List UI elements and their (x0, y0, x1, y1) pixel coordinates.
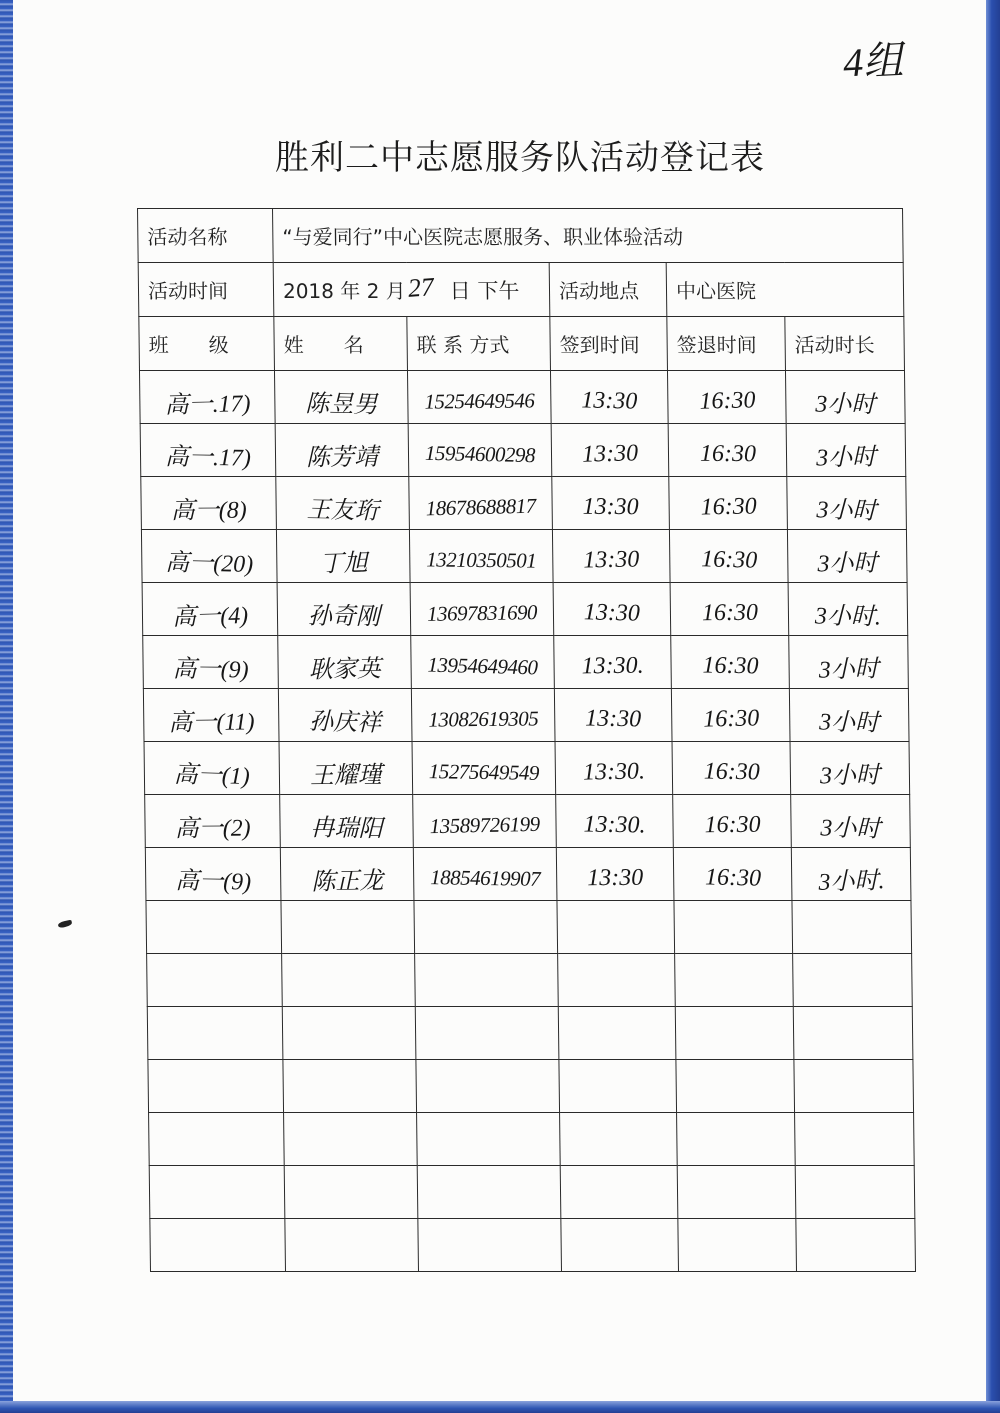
volunteer-rows (139, 371, 911, 901)
sign-out-cell-text: 16:30 (701, 652, 759, 679)
empty-cell (148, 1060, 284, 1113)
duration-cell (787, 477, 907, 530)
duration-cell-text: 3小时. (817, 867, 885, 896)
name-cell (276, 477, 410, 530)
empty-cell (561, 1219, 679, 1272)
activity-location-label: 活动地点 (549, 263, 667, 317)
blank-row (147, 1007, 913, 1060)
phone-cell-text: 13589726199 (429, 811, 540, 838)
sign-in-cell-text: 13:30. (581, 652, 644, 679)
class-cell (143, 636, 279, 689)
sign-out-cell-text: 16:30 (702, 704, 760, 733)
empty-cell (146, 901, 282, 954)
empty-cell (675, 1007, 794, 1060)
sign-in-cell-text: 13:30 (581, 439, 639, 468)
name-cell-text: 陈昱男 (305, 390, 378, 419)
table-row (143, 689, 909, 742)
table-row (145, 848, 911, 901)
duration-cell-text: 3小时 (818, 655, 880, 684)
sign-in-cell-text: 13:30 (586, 864, 644, 891)
phone-cell (412, 742, 556, 795)
duration-cell (790, 742, 910, 795)
date-prefix: 2018 年 2 月 (282, 278, 406, 303)
activity-name-value: “与爱同行”中心医院志愿服务、职业体验活动 (273, 209, 904, 263)
activity-time-label: 活动时间 (138, 263, 274, 317)
table-row (145, 795, 911, 848)
empty-cell (559, 1060, 677, 1113)
empty-cell (418, 1219, 562, 1272)
blank-row (147, 954, 913, 1007)
sign-out-cell (669, 530, 788, 583)
class-cell-text: 高一(4) (171, 602, 249, 631)
empty-cell (284, 1113, 418, 1166)
name-cell (278, 636, 412, 689)
empty-cell (560, 1113, 678, 1166)
empty-cell (417, 1166, 561, 1219)
empty-cell (285, 1219, 419, 1272)
table-row (139, 371, 905, 424)
col-name-header: 姓 名 (274, 317, 408, 371)
sign-out-cell (671, 636, 790, 689)
name-cell (276, 530, 410, 583)
col-sign-out-header: 签退时间 (667, 317, 786, 371)
activity-date-cell (273, 263, 550, 317)
sign-in-cell-text: 13:30 (581, 386, 638, 415)
empty-cell (795, 1113, 915, 1166)
sign-out-cell-text: 16:30 (703, 758, 760, 785)
class-cell-text: 高一(20) (165, 549, 254, 578)
sign-out-cell-text: 16:30 (698, 386, 756, 415)
name-cell (279, 742, 413, 795)
duration-cell-text: 3小时 (819, 709, 880, 736)
sign-in-cell (552, 477, 670, 530)
empty-cell (282, 954, 416, 1007)
name-cell (278, 689, 412, 742)
class-cell-text: 高一(8) (170, 497, 248, 524)
duration-cell-text: 3小时 (816, 496, 877, 525)
empty-cell (675, 954, 794, 1007)
sign-out-cell-text: 16:30 (704, 863, 761, 892)
phone-cell (407, 371, 551, 424)
empty-cell (676, 1060, 795, 1113)
table-row (141, 530, 907, 583)
empty-cell (147, 1007, 283, 1060)
empty-cell (415, 1007, 559, 1060)
class-cell-text: 高一(9) (175, 867, 252, 896)
blank-row (150, 1219, 916, 1272)
sign-in-cell (554, 636, 672, 689)
empty-cell (284, 1166, 418, 1219)
sign-in-cell (553, 583, 671, 636)
table-row (143, 636, 909, 689)
class-cell-text: 高一(11) (167, 708, 255, 737)
table-row (144, 742, 910, 795)
sign-out-cell (671, 689, 790, 742)
sign-in-cell (550, 371, 668, 424)
phone-cell-text: 15254649546 (424, 387, 535, 414)
duration-cell (785, 371, 905, 424)
phone-cell-text: 15954600298 (424, 440, 536, 467)
class-cell (143, 689, 279, 742)
blank-row (149, 1113, 915, 1166)
name-cell-text: 王耀瑾 (309, 762, 383, 789)
duration-cell (789, 636, 909, 689)
name-cell-text: 陈芳靖 (305, 444, 379, 471)
empty-cell (149, 1166, 285, 1219)
name-cell-text: 冉瑞阳 (310, 814, 383, 843)
sign-out-cell (669, 477, 788, 530)
class-cell (145, 795, 281, 848)
date-day: 27 (406, 271, 435, 303)
empty-cell (414, 901, 558, 954)
sign-out-cell-text: 16:30 (700, 545, 757, 574)
sign-in-cell-text: 13:30. (582, 757, 646, 786)
phone-cell-text: 13082619305 (428, 705, 539, 732)
name-cell (274, 371, 408, 424)
blank-row (146, 901, 912, 954)
col-sign-in-header: 签到时间 (550, 317, 668, 371)
table-row (140, 424, 906, 477)
sign-in-cell (556, 795, 674, 848)
blank-row (148, 1060, 914, 1113)
empty-cell (557, 901, 675, 954)
registration-table (137, 208, 916, 1272)
class-cell-text: 高一(1) (173, 761, 250, 790)
empty-cell (793, 1007, 913, 1060)
class-cell (142, 583, 278, 636)
phone-cell (411, 689, 555, 742)
empty-cell (677, 1166, 796, 1219)
name-cell (280, 795, 414, 848)
group-label: 4组 (842, 37, 905, 86)
empty-cell (283, 1060, 417, 1113)
name-cell-text: 孙奇刚 (307, 603, 380, 630)
class-cell (139, 371, 275, 424)
phone-cell-text: 18854619907 (430, 864, 541, 891)
name-cell-text: 丁旭 (319, 549, 369, 578)
empty-cell (560, 1166, 678, 1219)
sign-out-cell-text: 16:30 (701, 599, 758, 626)
scan-edge-left (0, 0, 13, 1413)
phone-cell-text: 18678688817 (425, 493, 537, 520)
phone-cell (408, 424, 552, 477)
phone-cell (409, 530, 553, 583)
class-cell (140, 424, 276, 477)
sign-in-cell-text: 13:30 (582, 546, 640, 573)
sign-in-cell (555, 742, 673, 795)
phone-cell (413, 795, 557, 848)
duration-cell-text: 3小时 (817, 550, 878, 577)
blank-rows (146, 901, 916, 1272)
duration-cell-text: 3小时 (815, 444, 877, 471)
sign-out-cell-text: 16:30 (703, 811, 761, 838)
sign-in-cell (556, 848, 674, 901)
name-cell-text: 耿家英 (308, 655, 382, 684)
col-contact-header: 联 系 方式 (407, 317, 551, 371)
sign-out-cell-text: 16:30 (699, 440, 756, 467)
empty-cell (417, 1113, 561, 1166)
phone-cell (410, 583, 554, 636)
sign-in-cell-text: 13:30. (583, 811, 646, 838)
empty-cell (558, 954, 676, 1007)
empty-cell (678, 1219, 797, 1272)
duration-cell (786, 424, 906, 477)
name-cell-text: 孙庆祥 (308, 708, 382, 737)
empty-cell (795, 1166, 915, 1219)
class-cell-text: 高一.17) (164, 443, 251, 472)
phone-cell (413, 848, 557, 901)
duration-cell (791, 795, 911, 848)
phone-cell (409, 477, 553, 530)
duration-cell-text: 3小时 (820, 814, 881, 843)
empty-cell (794, 1060, 914, 1113)
form-title: 胜利二中志愿服务队活动登记表 (275, 138, 765, 178)
class-cell (145, 848, 281, 901)
name-cell (275, 424, 409, 477)
class-cell (141, 477, 277, 530)
sign-out-cell (673, 795, 792, 848)
sign-out-cell (673, 848, 792, 901)
duration-cell (789, 689, 909, 742)
scan-edge-bottom (0, 1401, 1000, 1413)
sign-in-cell-text: 13:30 (585, 705, 642, 732)
duration-cell (787, 530, 907, 583)
sign-out-cell (670, 583, 789, 636)
empty-cell (150, 1219, 286, 1272)
table-row (142, 583, 908, 636)
sign-out-cell-text: 16:30 (699, 493, 757, 520)
activity-name-row (138, 209, 904, 263)
class-cell-text: 高一(9) (172, 656, 249, 683)
empty-cell (282, 1007, 416, 1060)
sign-out-cell (672, 742, 791, 795)
name-cell (280, 848, 414, 901)
ink-mark (58, 920, 73, 929)
sign-in-cell-text: 13:30 (583, 598, 641, 627)
activity-name-label: 活动名称 (138, 209, 274, 263)
duration-cell-text: 3小时. (814, 602, 881, 631)
class-cell-text: 高一.17) (164, 390, 251, 419)
sign-in-cell (551, 424, 669, 477)
duration-cell-text: 3小时 (815, 391, 876, 418)
empty-cell (281, 901, 415, 954)
col-duration-header: 活动时长 (785, 317, 905, 371)
sign-in-cell-text: 13:30 (582, 493, 639, 520)
empty-cell (558, 1007, 676, 1060)
date-suffix: 日 下午 (449, 278, 520, 303)
name-cell (277, 583, 411, 636)
empty-cell (793, 954, 913, 1007)
activity-location-value: 中心医院 (666, 263, 904, 317)
scan-edge-right (986, 0, 1000, 1413)
blank-row (149, 1166, 915, 1219)
class-cell-text: 高一(2) (174, 815, 251, 842)
empty-cell (796, 1219, 916, 1272)
sign-in-cell (552, 530, 670, 583)
sign-in-cell (554, 689, 672, 742)
table-row (141, 477, 907, 530)
col-class-header: 班 级 (139, 317, 275, 371)
empty-cell (674, 901, 793, 954)
empty-cell (415, 954, 559, 1007)
empty-cell (416, 1060, 560, 1113)
phone-cell-text: 13210350501 (426, 546, 537, 573)
sign-out-cell (668, 424, 787, 477)
duration-cell (788, 583, 908, 636)
duration-cell-text: 3小时 (819, 762, 881, 789)
phone-cell-text: 13954649460 (427, 652, 538, 679)
name-cell-text: 王友珩 (306, 496, 379, 525)
empty-cell (147, 954, 283, 1007)
empty-cell (149, 1113, 285, 1166)
phone-cell (411, 636, 555, 689)
phone-cell-text: 15275649549 (428, 758, 539, 785)
class-cell (144, 742, 280, 795)
sign-out-cell (667, 371, 786, 424)
empty-cell (677, 1113, 796, 1166)
column-header-row (139, 317, 905, 371)
class-cell (141, 530, 277, 583)
activity-time-row (138, 263, 904, 317)
empty-cell (792, 901, 912, 954)
phone-cell-text: 13697831690 (426, 599, 538, 626)
duration-cell (791, 848, 911, 901)
name-cell-text: 陈正龙 (310, 867, 384, 896)
